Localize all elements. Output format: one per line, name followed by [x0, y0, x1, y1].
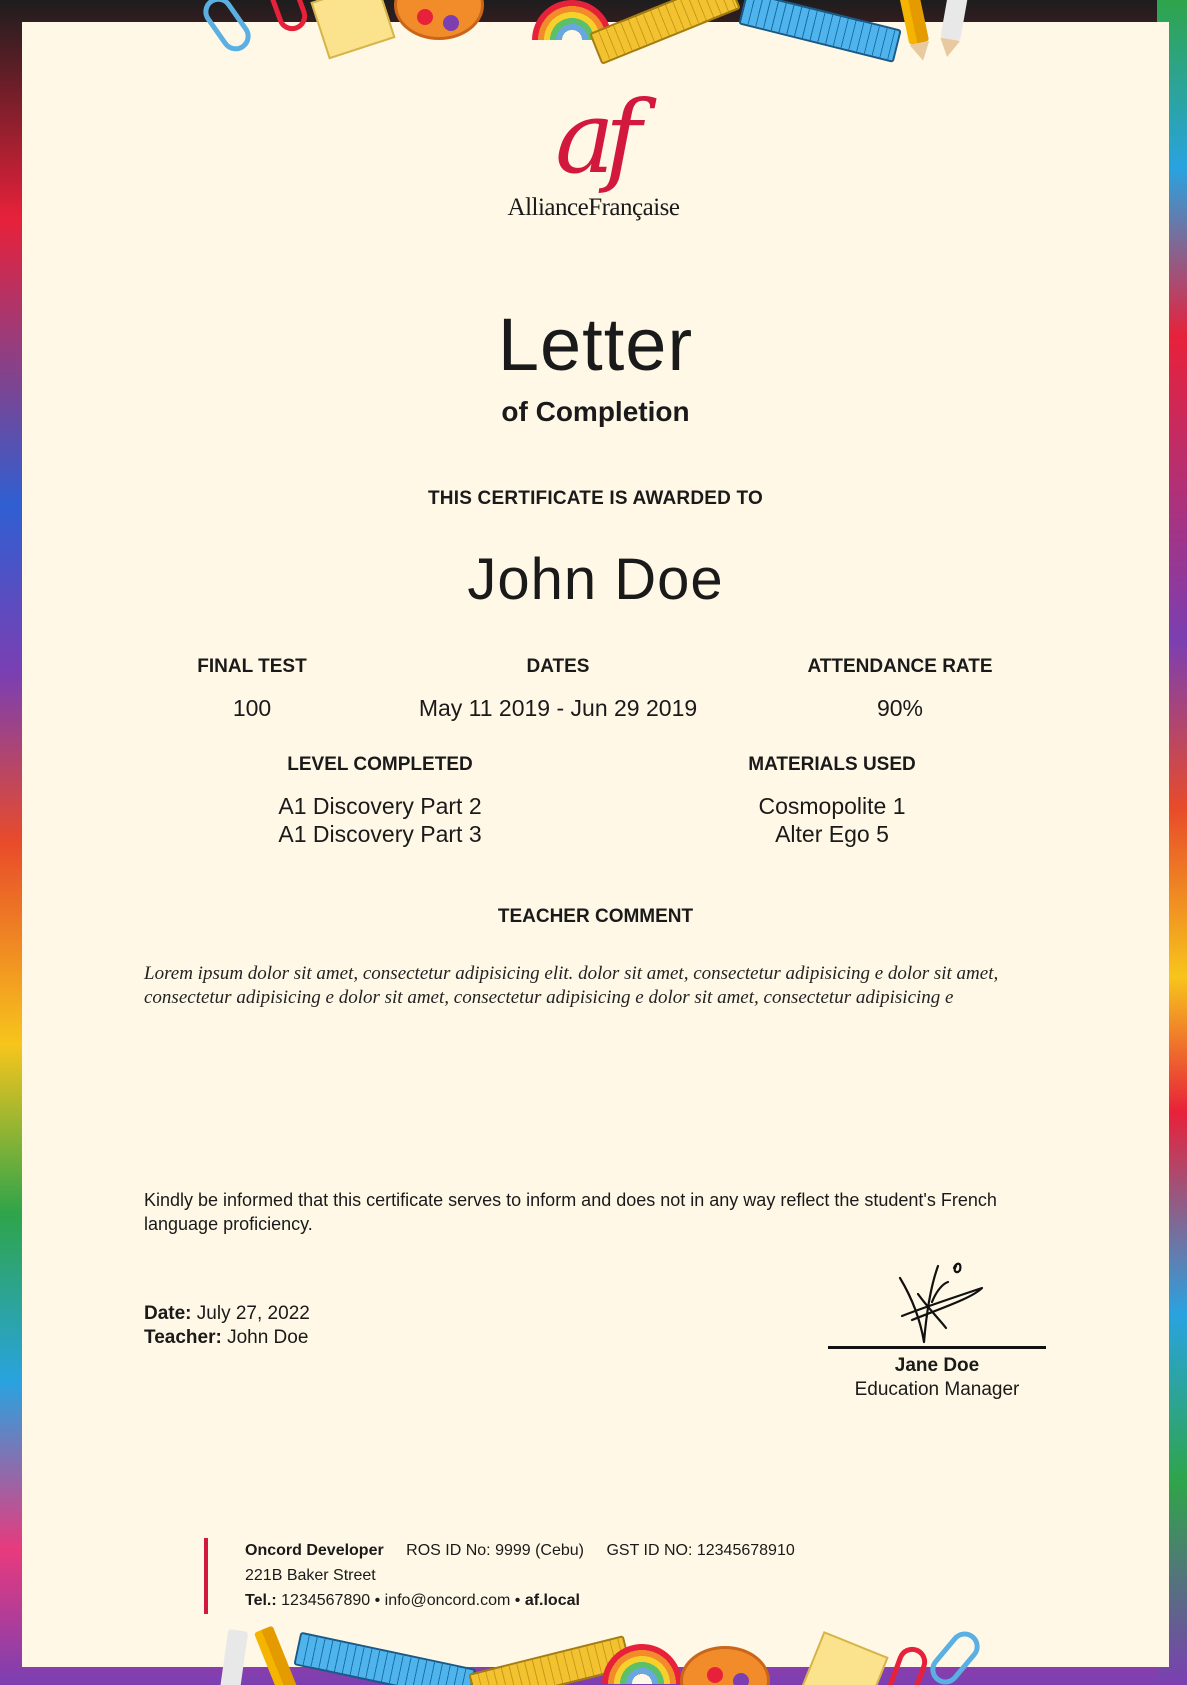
separator: •: [374, 1592, 381, 1609]
attendance-label: ATTENDANCE RATE: [807, 656, 993, 677]
paperclip-icon: [883, 1643, 932, 1685]
teacher-label: Teacher:: [144, 1327, 222, 1348]
teacher-line: [144, 1326, 310, 1350]
certificate-paper: [22, 22, 1169, 1667]
certificate-subtitle: of Completion: [501, 396, 690, 427]
attendance-block: [780, 656, 1020, 722]
logo-wordmark: AllianceFrançaise: [507, 194, 680, 221]
pencil-icon: [216, 1629, 248, 1685]
gst-id: GST ID NO: 12345678910: [606, 1542, 795, 1559]
ruler-icon: [738, 0, 901, 63]
tel-value: 1234567890: [281, 1592, 371, 1609]
ruler-icon: [589, 0, 741, 65]
recipient-name: John Doe: [467, 547, 724, 612]
material-item: Cosmopolite 1: [758, 793, 906, 819]
bottom-decorations: [0, 1620, 1187, 1685]
paperclip-icon: [263, 0, 312, 35]
dates-label: DATES: [526, 656, 590, 677]
date-line: [144, 1302, 310, 1326]
paint-palette-icon: [394, 0, 484, 40]
material-item: Alter Ego 5: [775, 821, 889, 847]
teacher-comment-text: Lorem ipsum dolor sit amet, consectetur adipisicing elit. dolor sit amet, consectetur adipisicing e dolor sit amet, consectetur adipisicing e dolor sit amet, consectetur adipisicing e dolor sit amet, consectetur adipisicing e: [144, 963, 999, 1008]
signatory-name: Jane Doe: [894, 1355, 980, 1376]
pencil-icon: [940, 0, 975, 41]
level-item: A1 Discovery Part 2: [278, 793, 482, 819]
company-name: Oncord Developer: [245, 1542, 384, 1559]
signature-block: [828, 1258, 1046, 1401]
alliance-francaise-logo: [0, 79, 1187, 222]
attendance-value: 90%: [876, 695, 924, 721]
level-completed-values: [240, 792, 520, 848]
paperclip-icon: [198, 0, 257, 57]
level-completed-block: [240, 754, 520, 848]
dates-block: [398, 656, 718, 722]
materials-used-values: [712, 792, 952, 848]
teacher-comment-label: TEACHER COMMENT: [497, 906, 694, 927]
materials-used-label: MATERIALS USED: [748, 754, 916, 775]
email-link[interactable]: info@oncord.com: [384, 1592, 511, 1609]
ros-id: ROS ID No: 9999 (Cebu): [406, 1542, 585, 1559]
awarded-to-label: THIS CERTIFICATE IS AWARDED TO: [428, 488, 763, 509]
paperclip-icon: [924, 1625, 986, 1685]
footer-contact-row: [245, 1588, 795, 1613]
footer-company-row: [245, 1538, 795, 1563]
logo-mark: af: [555, 79, 632, 196]
proficiency-notice: Kindly be informed that this certificate serves to inform and does not in any way reflect the student's French language proficiency.: [144, 1190, 997, 1234]
notepad-icon: [801, 1631, 888, 1685]
notepad-icon: [310, 0, 395, 59]
paint-palette-icon: [680, 1646, 770, 1685]
dates-value: May 11 2019 - Jun 29 2019: [418, 695, 698, 721]
ruler-icon: [293, 1632, 476, 1685]
issue-meta: [144, 1302, 310, 1350]
website-link[interactable]: af.local: [524, 1592, 580, 1609]
materials-used-block: [712, 754, 952, 848]
level-item: A1 Discovery Part 3: [278, 821, 482, 847]
date-value: July 27, 2022: [196, 1303, 310, 1324]
level-completed-label: LEVEL COMPLETED: [287, 754, 473, 775]
footer: [204, 1538, 795, 1614]
signature-line: [828, 1346, 1046, 1349]
final-test-block: [152, 656, 352, 722]
handwritten-signature: [882, 1258, 992, 1344]
certificate-title: Letter: [497, 303, 694, 386]
signatory-role: Education Manager: [854, 1379, 1020, 1400]
teacher-value: John Doe: [227, 1327, 309, 1348]
footer-address: 221B Baker Street: [245, 1567, 376, 1584]
top-decorations: [0, 0, 1187, 60]
tel-label: Tel.:: [245, 1592, 277, 1609]
date-label: Date:: [144, 1303, 192, 1324]
final-test-value: 100: [232, 695, 272, 721]
final-test-label: FINAL TEST: [197, 656, 307, 677]
separator: •: [514, 1592, 521, 1609]
